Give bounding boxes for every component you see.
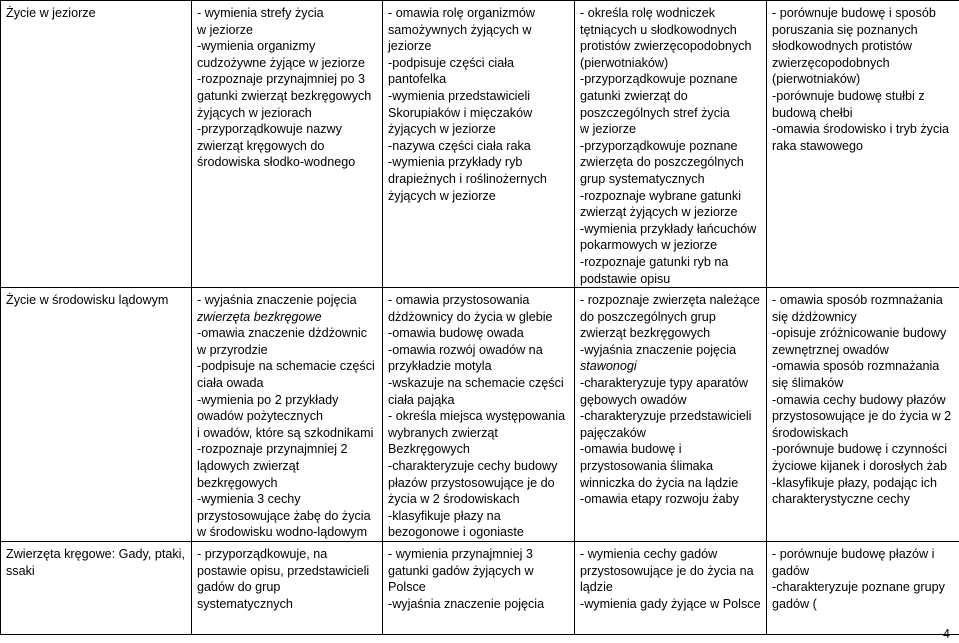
requirements-cell [767,1,959,288]
requirement-line: - omawia sposób rozmnażania [772,293,943,308]
requirement-line: ciała owada [197,376,264,391]
requirements-cell [575,542,767,635]
requirement-line: - omawia rolę organizmów [388,6,535,20]
requirement-line: poruszania się poznanych [772,22,918,37]
requirement-line: -wymienia po 2 przykłady [197,392,339,407]
requirement-line: -wskazuje na schemacie części [388,376,564,391]
term-italic: stawonogi [580,359,637,374]
requirement-line: -klasyfikuje płazy, podając ich [772,475,937,490]
requirement-line: - wymienia przynajmniej 3 [388,547,533,561]
requirement-line: żyjących w jeziorze [388,188,496,203]
requirements-cell [383,1,575,288]
requirement-line: Polsce [388,580,426,595]
curriculum-table-body [1,1,959,635]
requirement-line: -wymienia przedstawicieli [388,88,531,103]
requirement-line: jeziorze [388,39,432,54]
requirement-line: bezogonowe i ogoniaste [388,525,524,540]
requirement-line: w jeziorze [580,122,636,137]
requirements-cell [192,1,383,288]
requirement-line: życiowe kijanek i dorosłych żab [772,459,947,474]
requirement-line: - wyjaśnia znaczenie pojęcia [197,293,357,308]
requirement-line: raka stawowego [772,138,864,153]
requirement-line: - określa miejsca występowania [388,409,566,424]
topic-title: Zwierzęta kręgowe: Gady, ptaki, ssaki [6,547,185,578]
requirement-line: -wymienia przykłady ryb [388,155,523,170]
requirement-line: samożywnych żyjących w [388,22,532,37]
requirement-line: budową chełbi [772,105,853,120]
requirement-line: w jeziorze [197,22,253,37]
requirement-line: -wymienia organizmy [197,39,316,54]
requirement-line: -porównuje budowę i czynności [772,442,948,457]
requirements-cell [383,542,575,635]
requirement-line: -omawia sposób rozmnażania [772,359,940,374]
requirement-line: bezkręgowych [197,475,278,490]
requirement-line: -wyjaśnia znaczenie pojęcia [388,596,545,611]
topic-cell [1,288,192,542]
requirement-line: -rozpoznaje gatunki ryb na [580,254,729,269]
requirement-line: - wymienia cechy gadów [580,547,718,561]
requirement-line: środowiska słodko-wodnego [197,155,356,170]
requirement-line: lądzie [580,580,613,595]
requirement-line: przykładzie motyla [388,359,492,374]
requirement-line: -wymienia gady żyjące w Polsce [580,596,761,611]
requirement-line: Skorupiaków i mięczaków [388,105,533,120]
requirement-line: zewnętrznej owadów [772,342,889,357]
requirement-line: i owadów, które są szkodnikami [197,425,374,440]
requirement-line: przystosowujące je do życia na [580,563,754,578]
requirement-line: środowiskach [772,425,849,440]
requirement-line: żyjących w jeziorach [197,105,312,120]
requirements-cell [383,288,575,542]
requirements-cell [575,288,767,542]
requirement-line: - porównuje budowę i sposób [772,6,936,20]
requirement-line: -rozpoznaje przynajmniej po 3 [197,72,366,87]
requirement-line: charakterystyczne cechy [772,492,910,507]
requirement-line: -opisuje zróżnicowanie budowy [772,326,947,341]
requirement-line: grup systematycznych [580,171,705,186]
requirement-line: -wyjaśnia znaczenie pojęcia [580,342,737,357]
requirement-line: zwierzęcopodobnych [772,55,890,70]
requirement-line: się dżdżownicy [772,309,857,324]
requirement-line: -omawia rozwój owadów na [388,342,543,357]
requirement-line: -podpisuje części ciała [388,55,514,70]
requirement-line: -omawia znaczenie dżdżownic [197,326,368,341]
table-row [1,542,959,635]
requirement-line: postawie opisu, przedstawicieli [197,563,370,578]
requirement-line: -omawia etapy rozwoju żaby [580,492,739,507]
requirement-line: -podpisuje na schemacie części [197,359,375,374]
requirement-line: zwierzęta do poszczególnych [580,155,744,170]
requirement-line: drapieżnych i roślinożernych [388,171,547,186]
requirement-line: -charakteryzuje cechy budowy [388,459,558,474]
requirement-line: ciała pająka [388,392,455,407]
requirement-line: poszczególnych stref życia [580,105,730,120]
requirement-line: -charakteryzuje typy aparatów [580,376,748,391]
topic-title: Życie w środowisku lądowym [6,293,169,308]
requirement-line: -omawia środowisko i tryb życia [772,122,950,137]
requirement-line: - określa rolę wodniczek [580,6,716,20]
requirement-line: w środowisku wodno-lądowym [197,525,368,540]
requirement-line: do poszczególnych grup [580,309,716,324]
requirements-cell [575,1,767,288]
requirement-line: -przyporządkowuje poznane [580,138,738,153]
requirement-line: -omawia cechy budowy płazów [772,392,946,407]
table-row [1,1,959,288]
requirement-line: winniczka do życia na lądzie [580,475,739,490]
requirement-line: zwierząt bezkręgowych [580,326,711,341]
requirement-line: -wymienia przykłady łańcuchów [580,221,757,236]
requirement-line: -charakteryzuje przedstawicieli [580,409,752,424]
requirement-line: -wymienia 3 cechy [197,492,301,507]
requirement-line: lądowych zwierząt [197,459,300,474]
requirement-line: -przyporządkowuje poznane [580,72,738,87]
requirement-line: systematycznych [197,596,293,611]
requirement-line: tętniących u słodkowodnych [580,22,737,37]
requirement-line: Bezkręgowych [388,442,470,457]
requirement-line: przystosowujące żabę do życia [197,508,371,523]
requirement-line: życia w 2 środowiskach [388,492,520,507]
requirement-line: gadów [772,563,810,578]
requirement-line: cudzożywne żyjące w jeziorze [197,55,365,70]
requirement-line: się ślimaków [772,376,844,391]
requirement-line: -klasyfikuje płazy na [388,508,501,523]
requirement-line: podstawie opisu [580,271,671,286]
requirement-line: -nazywa części ciała raka [388,138,531,153]
requirement-line: wybranych zwierząt [388,425,498,440]
requirement-line: gatunki gadów żyjących w [388,563,534,578]
requirements-cell [767,288,959,542]
requirement-line: płazów przystosowujące je do [388,475,555,490]
topic-cell [1,1,192,288]
requirement-line: -charakteryzuje poznane grupy [772,580,945,595]
requirement-line: -rozpoznaje wybrane gatunki [580,188,742,203]
requirement-line: owadów pożytecznych [197,409,324,424]
page-number: 4 [942,627,950,641]
requirements-cell [192,542,383,635]
requirement-line: (pierwotniaków) [580,55,669,70]
requirement-line: gadów ( [772,596,817,611]
requirement-line: słodkowodnych protistów [772,39,913,54]
topic-cell [1,542,192,635]
requirement-line: protistów zwierzęcopodobnych [580,39,752,54]
requirements-cell [192,288,383,542]
requirements-cell [767,542,959,635]
requirement-line: - omawia przystosowania [388,293,530,308]
requirement-line: gatunki zwierząt do [580,88,688,103]
requirement-line: gatunki zwierząt bezkręgowych [197,88,372,103]
requirement-line: gębowych owadów [580,392,687,407]
requirement-line: w przyrodzie [197,342,268,357]
requirement-line: przystosowujące je do życia w 2 [772,409,952,424]
requirement-line: -porównuje budowę stułbi z [772,88,925,103]
table-row [1,288,959,542]
requirement-line: -rozpoznaje przynajmniej 2 [197,442,348,457]
term-italic: zwierzęta bezkręgowe [197,309,322,324]
requirement-line: pokarmowych w jeziorze [580,238,718,253]
requirement-line: zwierząt kręgowych do [197,138,325,153]
requirement-line: - rozpoznaje zwierzęta należące [580,293,760,308]
requirement-line: - wymienia strefy życia [197,6,324,20]
requirement-line: przystosowania ślimaka [580,459,713,474]
requirement-line: pajęczaków [580,425,646,440]
requirement-line: zwierząt żyjących w jeziorze [580,205,738,220]
requirement-line: (pierwotniaków) [772,72,861,87]
topic-title: Życie w jeziorze [6,6,96,20]
requirement-line: gadów do grup [197,580,281,595]
requirement-line: -omawia budowę owada [388,326,524,341]
requirement-line: - porównuje budowę płazów i [772,547,935,561]
requirement-line: -omawia budowę i [580,442,682,457]
requirement-line: dżdżownicy do życia w glebie [388,309,553,324]
requirement-line: pantofelka [388,72,447,87]
requirement-line: - przyporządkowuje, na [197,547,328,561]
requirement-line: żyjących w jeziorze [388,122,496,137]
requirement-line: -przyporządkowuje nazwy [197,122,342,137]
